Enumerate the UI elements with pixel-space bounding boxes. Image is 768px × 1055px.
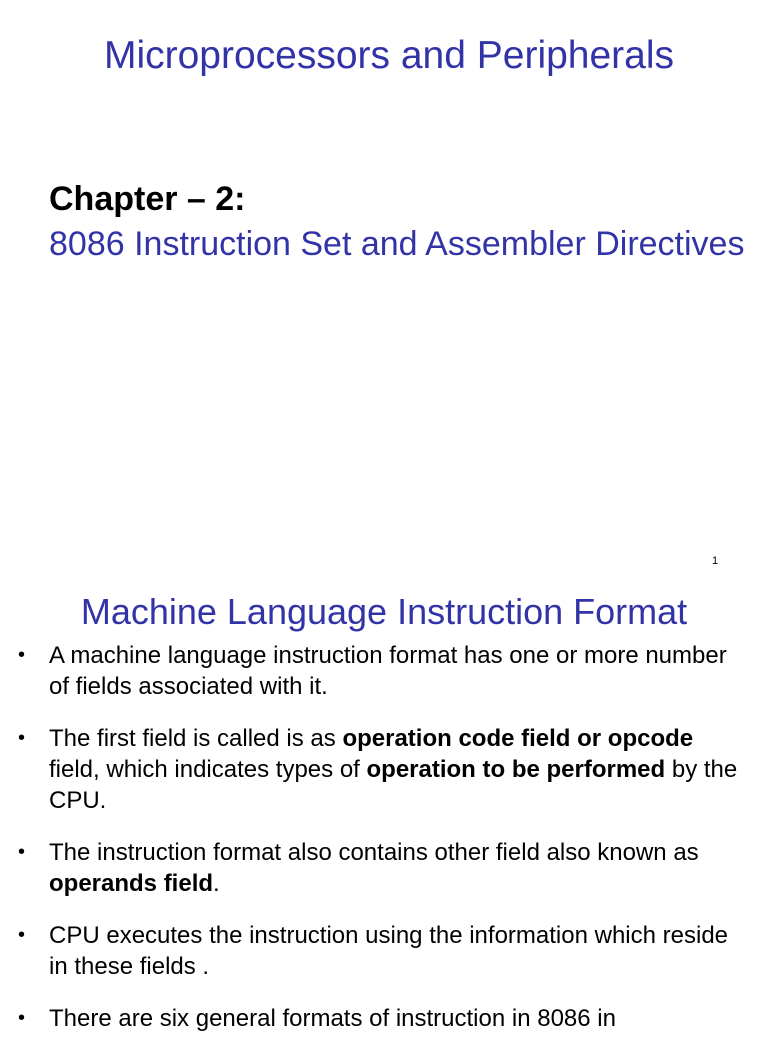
bullet-emphasis: operation code field or opcode xyxy=(342,725,694,752)
bullet-text: The instruction format also contains other field also known as xyxy=(49,839,699,866)
bullet-list xyxy=(0,640,768,1055)
bullet-item xyxy=(0,837,768,899)
course-title: Microprocessors and Peripherals xyxy=(103,34,675,77)
bullet-item xyxy=(0,640,768,702)
bullet-text: . xyxy=(213,870,220,897)
bullet-icon: • xyxy=(18,644,26,666)
bullet-emphasis: operands field xyxy=(49,870,214,897)
bullet-icon: • xyxy=(18,924,26,946)
bullet-item xyxy=(0,920,768,982)
bullet-icon: • xyxy=(18,1007,26,1029)
bullet-item xyxy=(0,723,768,816)
bullet-emphasis: operation to be performed xyxy=(366,756,666,783)
bullet-text: A machine language instruction format has one or more number of fields associated with it. xyxy=(49,642,727,700)
bullet-item xyxy=(0,1003,768,1034)
bullet-text: by the CPU. xyxy=(49,756,738,814)
chapter-title: 8086 Instruction Set and Assembler Directives xyxy=(49,225,745,263)
bullet-icon: • xyxy=(18,841,26,863)
bullet-text: CPU executes the instruction using the information which reside in these fields . xyxy=(49,922,729,980)
chapter-label: Chapter – 2: xyxy=(49,180,246,218)
bullet-text: There are six general formats of instruction in 8086 in xyxy=(49,1005,616,1032)
slide-2 xyxy=(0,585,768,1032)
bullet-text: field, which indicates types of xyxy=(49,756,367,783)
slide-title: Machine Language Instruction Format xyxy=(80,591,688,632)
bullet-icon: • xyxy=(18,727,26,749)
page-number: 1 xyxy=(712,555,719,567)
bullet-text: The first field is called is as xyxy=(49,725,343,752)
